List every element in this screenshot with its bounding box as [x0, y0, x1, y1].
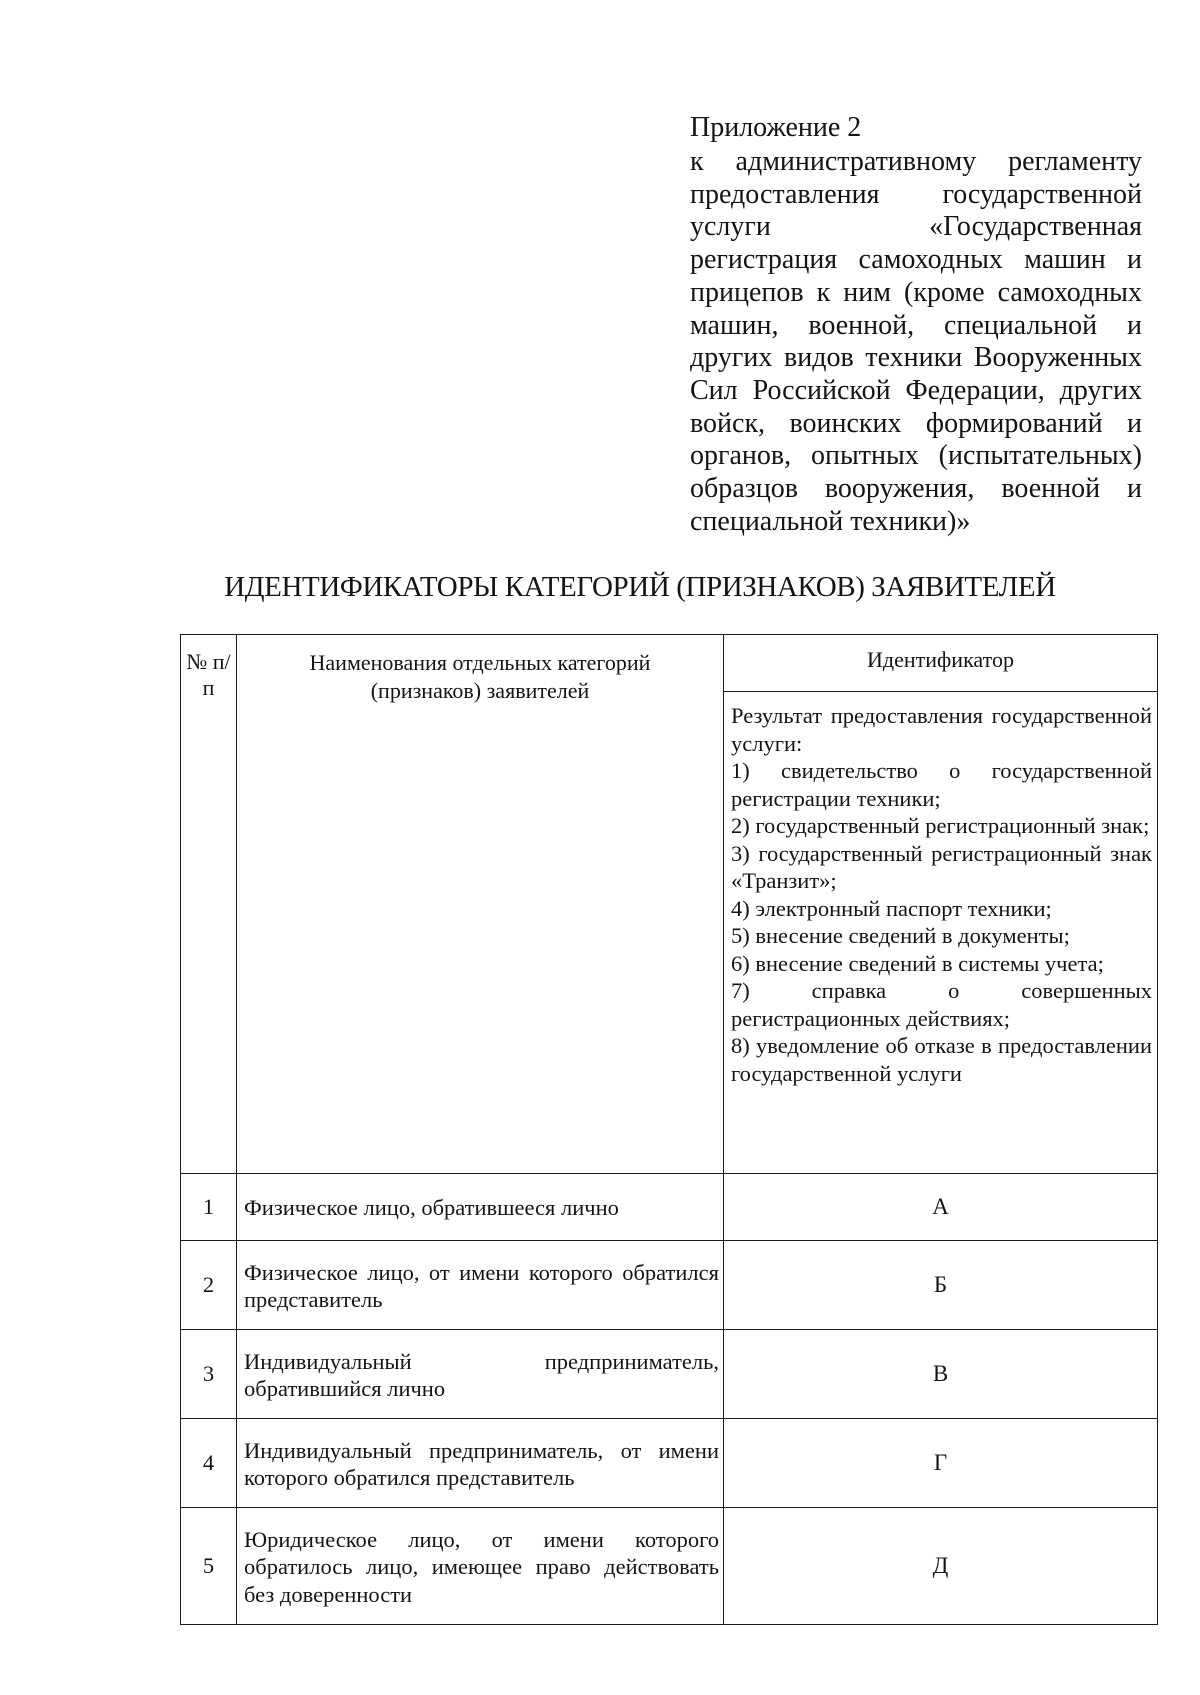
result-item: 6) внесение сведений в системы учета;	[731, 950, 1104, 976]
annex-label: Приложение 2	[690, 112, 862, 143]
row-identifier: Г	[724, 1419, 1158, 1508]
row-number: 3	[181, 1330, 237, 1419]
table-row	[181, 1174, 1158, 1241]
header-number: № п/п	[181, 635, 237, 1174]
header-category-name: Наименования отдельных категорий (признаков) заявителей	[237, 635, 724, 1174]
row-number: 2	[181, 1241, 237, 1330]
result-item: 7) справка о совершенных регистрационных действиях;	[731, 978, 1152, 1031]
row-identifier: Д	[724, 1508, 1158, 1625]
table-row	[181, 1508, 1158, 1625]
applicant-categories-table	[180, 634, 1158, 1625]
result-item: 4) электронный паспорт техники;	[731, 895, 1052, 921]
result-item: 5) внесение сведений в документы;	[731, 923, 1070, 948]
result-item: 1) свидетельство о государственной регистрации техники;	[731, 758, 1152, 811]
row-category-name: Физическое лицо, обратившееся лично	[237, 1174, 724, 1241]
row-category-name: Индивидуальный предприниматель, обратившийся лично	[237, 1330, 724, 1419]
table-row	[181, 1241, 1158, 1330]
table-row	[181, 1419, 1158, 1508]
row-number: 4	[181, 1419, 237, 1508]
document-title: ИДЕНТИФИКАТОРЫ КАТЕГОРИЙ (ПРИЗНАКОВ) ЗАЯВИТЕЛЕЙ	[224, 571, 1056, 603]
result-item: 2) государственный регистрационный знак;	[731, 813, 1150, 838]
row-identifier: А	[724, 1174, 1158, 1241]
result-item: 3) государственный регистрационный знак «Транзит»;	[731, 840, 1152, 893]
row-identifier: Б	[724, 1241, 1158, 1330]
row-identifier: В	[724, 1330, 1158, 1419]
row-number: 1	[181, 1174, 237, 1241]
result-item: 8) уведомление об отказе в предоставлении государственной услуги	[731, 1033, 1152, 1086]
header-identifier: Идентификатор	[724, 635, 1158, 692]
row-number: 5	[181, 1508, 237, 1625]
annex-reference-text: к административному регламенту предоставления государственной услуги «Государственная регистрация самоходных машин и прицепов к ним (кроме самоходных машин, военной, специальной и других видов техники Вооруженных Сил Российской Федерации, других войск, воинских формирований и органов, опытных (испытательных) образцов вооружения, военной и специальной техники)»	[690, 146, 1142, 537]
table-row	[181, 1330, 1158, 1419]
row-category-name: Юридическое лицо, от имени которого обратилось лицо, имеющее право действовать без доверенности	[237, 1508, 724, 1625]
service-result-cell	[724, 692, 1158, 1174]
row-category-name: Индивидуальный предприниматель, от имени которого обратился представитель	[237, 1419, 724, 1508]
row-category-name: Физическое лицо, от имени которого обратился представитель	[237, 1241, 724, 1330]
table-header-row	[181, 635, 1158, 692]
result-intro: Результат предоставления государственной услуги:	[731, 703, 1152, 756]
